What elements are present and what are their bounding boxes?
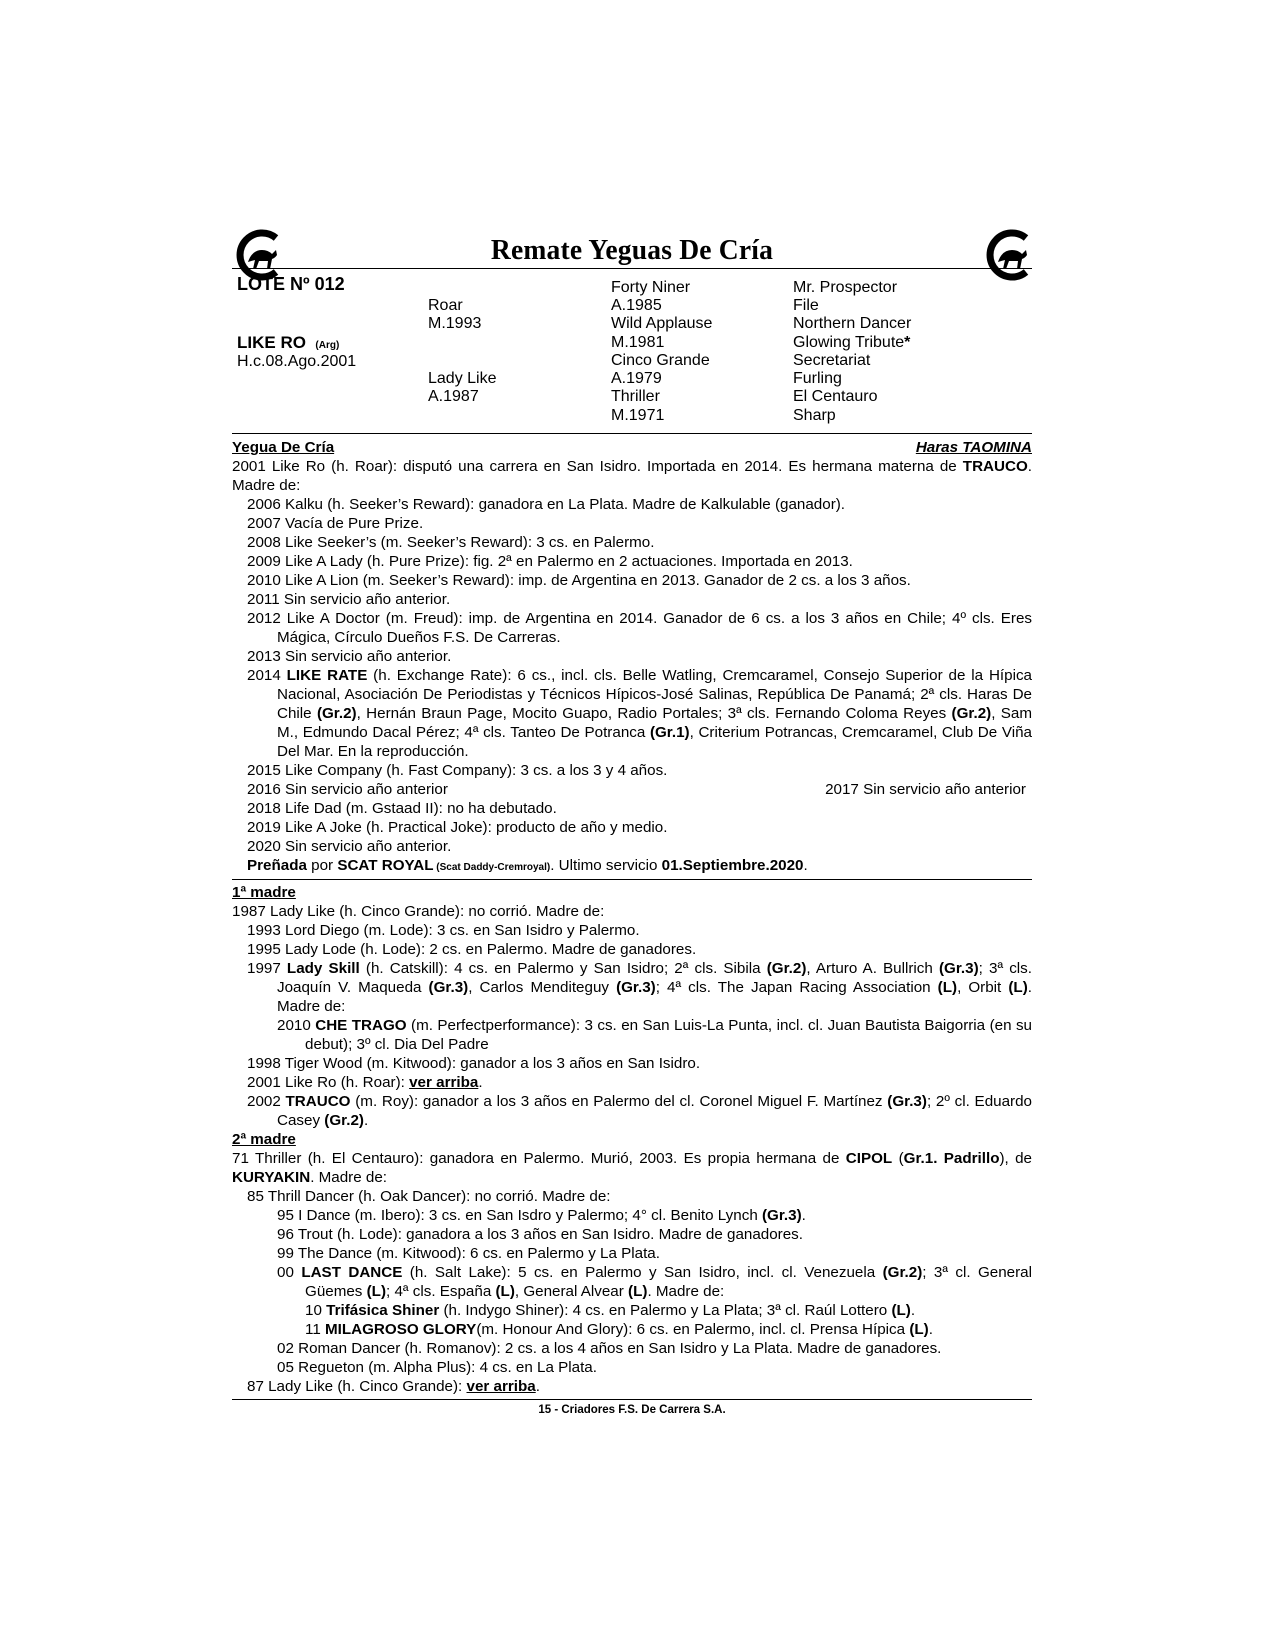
lot-number: LOTE Nº 012 <box>237 274 345 294</box>
horse-name: LIKE RO (Arg) <box>237 333 340 352</box>
produce-line: 2010 Like A Lion (m. Seeker’s Reward): imp. de Argentina en 2013. Ganador de 2 cs. a los 3 años. <box>247 572 911 589</box>
great-grandparent: Furling <box>793 370 842 387</box>
great-grandparent: Northern Dancer <box>793 315 912 332</box>
produce-line: 00 LAST DANCE (h. Salt Lake): 5 cs. en Palermo y San Isidro, incl. cl. Venezuela (Gr.2); 3ª cl. General Güemes (L); 4ª cls. España (L), General Alvear (L). Madre de: <box>277 1264 1032 1300</box>
produce-line: 2007 Vacía de Pure Prize. <box>247 515 424 532</box>
great-grandparent: El Centauro <box>793 388 878 405</box>
produce-line: 99 The Dance (m. Kitwood): 6 cs. en Palermo y La Plata. <box>277 1245 660 1262</box>
produce-line: 1993 Lord Diego (m. Lode): 3 cs. en San Isidro y Palermo. <box>247 922 640 939</box>
section-heading: Yegua De Cría <box>232 439 335 456</box>
grandparent: Thriller <box>611 388 660 405</box>
produce-line: 1998 Tiger Wood (m. Kitwood): ganador a los 3 años en San Isidro. <box>247 1055 701 1072</box>
broodmare-section <box>232 438 1032 877</box>
produce-line: 2010 CHE TRAGO (m. Perfectperformance): 3 cs. en San Luis-La Punta, incl. cl. Juan Bautista Baigorria (en su debut); 3º cl. Dia Del Padre <box>277 1017 1032 1053</box>
second-dam-section <box>232 1130 1032 1396</box>
grandparent-info: A.1979 <box>611 370 662 387</box>
produce-line: 11 MILAGROSO GLORY(m. Honour And Glory): 6 cs. en Palermo, incl. cl. Prensa Hípica (L). <box>305 1321 933 1338</box>
produce-line: 95 I Dance (m. Ibero): 3 cs. en San Isdro y Palermo; 4° cl. Benito Lynch (Gr.3). <box>277 1207 806 1224</box>
pregnancy-line: Preñada por SCAT ROYAL (Scat Daddy-Cremroyal). Ultimo servicio 01.Septiembre.2020. <box>247 857 808 874</box>
produce-line: 2018 Life Dad (m. Gstaad II): no ha debutado. <box>247 800 557 817</box>
great-grandparent: Sharp <box>793 407 836 424</box>
dam-intro: 1987 Lady Like (h. Cinco Grande): no corrió. Madre de: <box>232 903 605 920</box>
great-grandparent: Glowing Tribute* <box>793 334 911 351</box>
produce-line: 2016 Sin servicio año anterior 2017 Sin servicio año anterior <box>247 781 1026 798</box>
produce-line: 1995 Lady Lode (h. Lode): 2 cs. en Palermo. Madre de ganadores. <box>247 941 697 958</box>
stud-farm-name: Haras TAOMINA <box>915 439 1032 456</box>
divider <box>232 433 1032 434</box>
grandparent-info: M.1971 <box>611 407 665 424</box>
grandparent: Cinco Grande <box>611 352 710 369</box>
produce-line: 05 Regueton (m. Alpha Plus): 4 cs. en La Plata. <box>277 1359 597 1376</box>
produce-line: 2006 Kalku (h. Seeker’s Reward): ganadora en La Plata. Madre de Kalkulable (ganador). <box>247 496 846 513</box>
sire: Roar <box>428 297 463 314</box>
produce-line: 2009 Like A Lady (h. Pure Prize): fig. 2ª en Palermo en 2 actuaciones. Importada en 2013. <box>247 553 853 570</box>
catalog-page <box>232 230 1032 1416</box>
dam-intro: 71 Thriller (h. El Centauro): ganadora en Palermo. Murió, 2003. Es propia hermana de CIPOL (Gr.1. Padrillo), de KURYAKIN. Madre de: <box>232 1150 1032 1186</box>
produce-line: 87 Lady Like (h. Cinco Grande): ver arriba. <box>247 1378 540 1395</box>
sire-info: M.1993 <box>428 315 482 332</box>
grandparent-info: A.1985 <box>611 297 662 314</box>
page-footer: 15 - Criadores F.S. De Carrera S.A. <box>538 1404 726 1416</box>
dam: Lady Like <box>428 370 497 387</box>
section-header <box>232 883 1032 902</box>
produce-line: 1997 Lady Skill (h. Catskill): 4 cs. en Palermo y San Isidro; 2ª cls. Sibila (Gr.2), Arturo A. Bullrich (Gr.3); 3ª cls. Joaquín V. Maqueda (Gr.3), Carlos Menditeguy (Gr.3); 4ª cls. The Japan Racing Association (L), Orbit (L). Madre de: <box>247 960 1032 1015</box>
section-heading: 1ª madre <box>232 884 296 901</box>
dam-info: A.1987 <box>428 388 479 405</box>
produce-line: 96 Trout (h. Lode): ganadora a los 3 años en San Isidro. Madre de ganadores. <box>277 1226 803 1243</box>
horse-info: H.c.08.Ago.2001 <box>237 353 357 370</box>
produce-line: 2019 Like A Joke (h. Practical Joke): producto de año y medio. <box>247 819 668 836</box>
first-dam-section <box>232 883 1032 1130</box>
produce-line: 2012 Like A Doctor (m. Freud): imp. de Argentina en 2014. Ganador de 6 cs. a los 3 años en Chile; 4º cls. Eres Mágica, Círculo Dueños F.S. De Carreras. <box>247 610 1032 646</box>
produce-line: 2008 Like Seeker’s (m. Seeker’s Reward): 3 cs. en Palermo. <box>247 534 655 551</box>
section-header <box>232 1130 1032 1149</box>
grandparent: Forty Niner <box>611 279 691 296</box>
section-heading: 2ª madre <box>232 1131 296 1148</box>
produce-line: 2020 Sin servicio año anterior. <box>247 838 452 855</box>
produce-line: 2001 Like Ro (h. Roar): ver arriba. <box>247 1074 483 1091</box>
divider <box>232 879 1032 880</box>
page-title: Remate Yeguas De Cría <box>490 234 774 266</box>
produce-line: 2014 LIKE RATE (h. Exchange Rate): 6 cs., incl. cls. Belle Watling, Cremcaramel, Consejo Superior de la Hípica Nacional, Asociación De Periodistas y Técnicos Hípicos-José Salinas, República De Panamá; 2ª cls. Haras De Chile (Gr.2), Hernán Braun Page, Mocito Guapo, Radio Portales; 3ª cls. Fernando Coloma Reyes (Gr.2), Sam M., Edmundo Dacal Pérez; 4ª cls. Tanteo De Potranca (Gr.1), Criterium Potrancas, Cremcaramel, Club De Viña Del Mar. En la reproducción. <box>247 667 1033 760</box>
divider <box>232 1399 1032 1400</box>
pedigree-table <box>232 269 1032 433</box>
section-header <box>232 438 1032 457</box>
great-grandparent: Secretariat <box>793 352 871 369</box>
produce-line: 2013 Sin servicio año anterior. <box>247 648 452 665</box>
great-grandparent: Mr. Prospector <box>793 279 898 296</box>
produce-line: 2015 Like Company (h. Fast Company): 3 cs. a los 3 y 4 años. <box>247 762 668 779</box>
grandparent-info: M.1981 <box>611 334 665 351</box>
produce-line: 2011 Sin servicio año anterior. <box>247 591 451 608</box>
produce-line: 10 Trifásica Shiner (h. Indygo Shiner): 4 cs. en Palermo y La Plata; 3ª cl. Raúl Lottero (L). <box>305 1302 916 1319</box>
produce-line: 02 Roman Dancer (h. Romanov): 2 cs. a los 4 años en San Isidro y La Plata. Madre de ganadores. <box>277 1340 942 1357</box>
broodmare-intro: 2001 Like Ro (h. Roar): disputó una carrera en San Isidro. Importada en 2014. Es hermana materna de TRAUCO. Madre de: <box>232 458 1032 494</box>
grandparent: Wild Applause <box>611 315 713 332</box>
produce-line: 2002 TRAUCO (m. Roy): ganador a los 3 años en Palermo del cl. Coronel Miguel F. Martínez (Gr.3); 2º cl. Eduardo Casey (Gr.2). <box>247 1093 1032 1129</box>
great-grandparent: File <box>793 297 819 314</box>
produce-line: 85 Thrill Dancer (h. Oak Dancer): no corrió. Madre de: <box>247 1188 611 1205</box>
